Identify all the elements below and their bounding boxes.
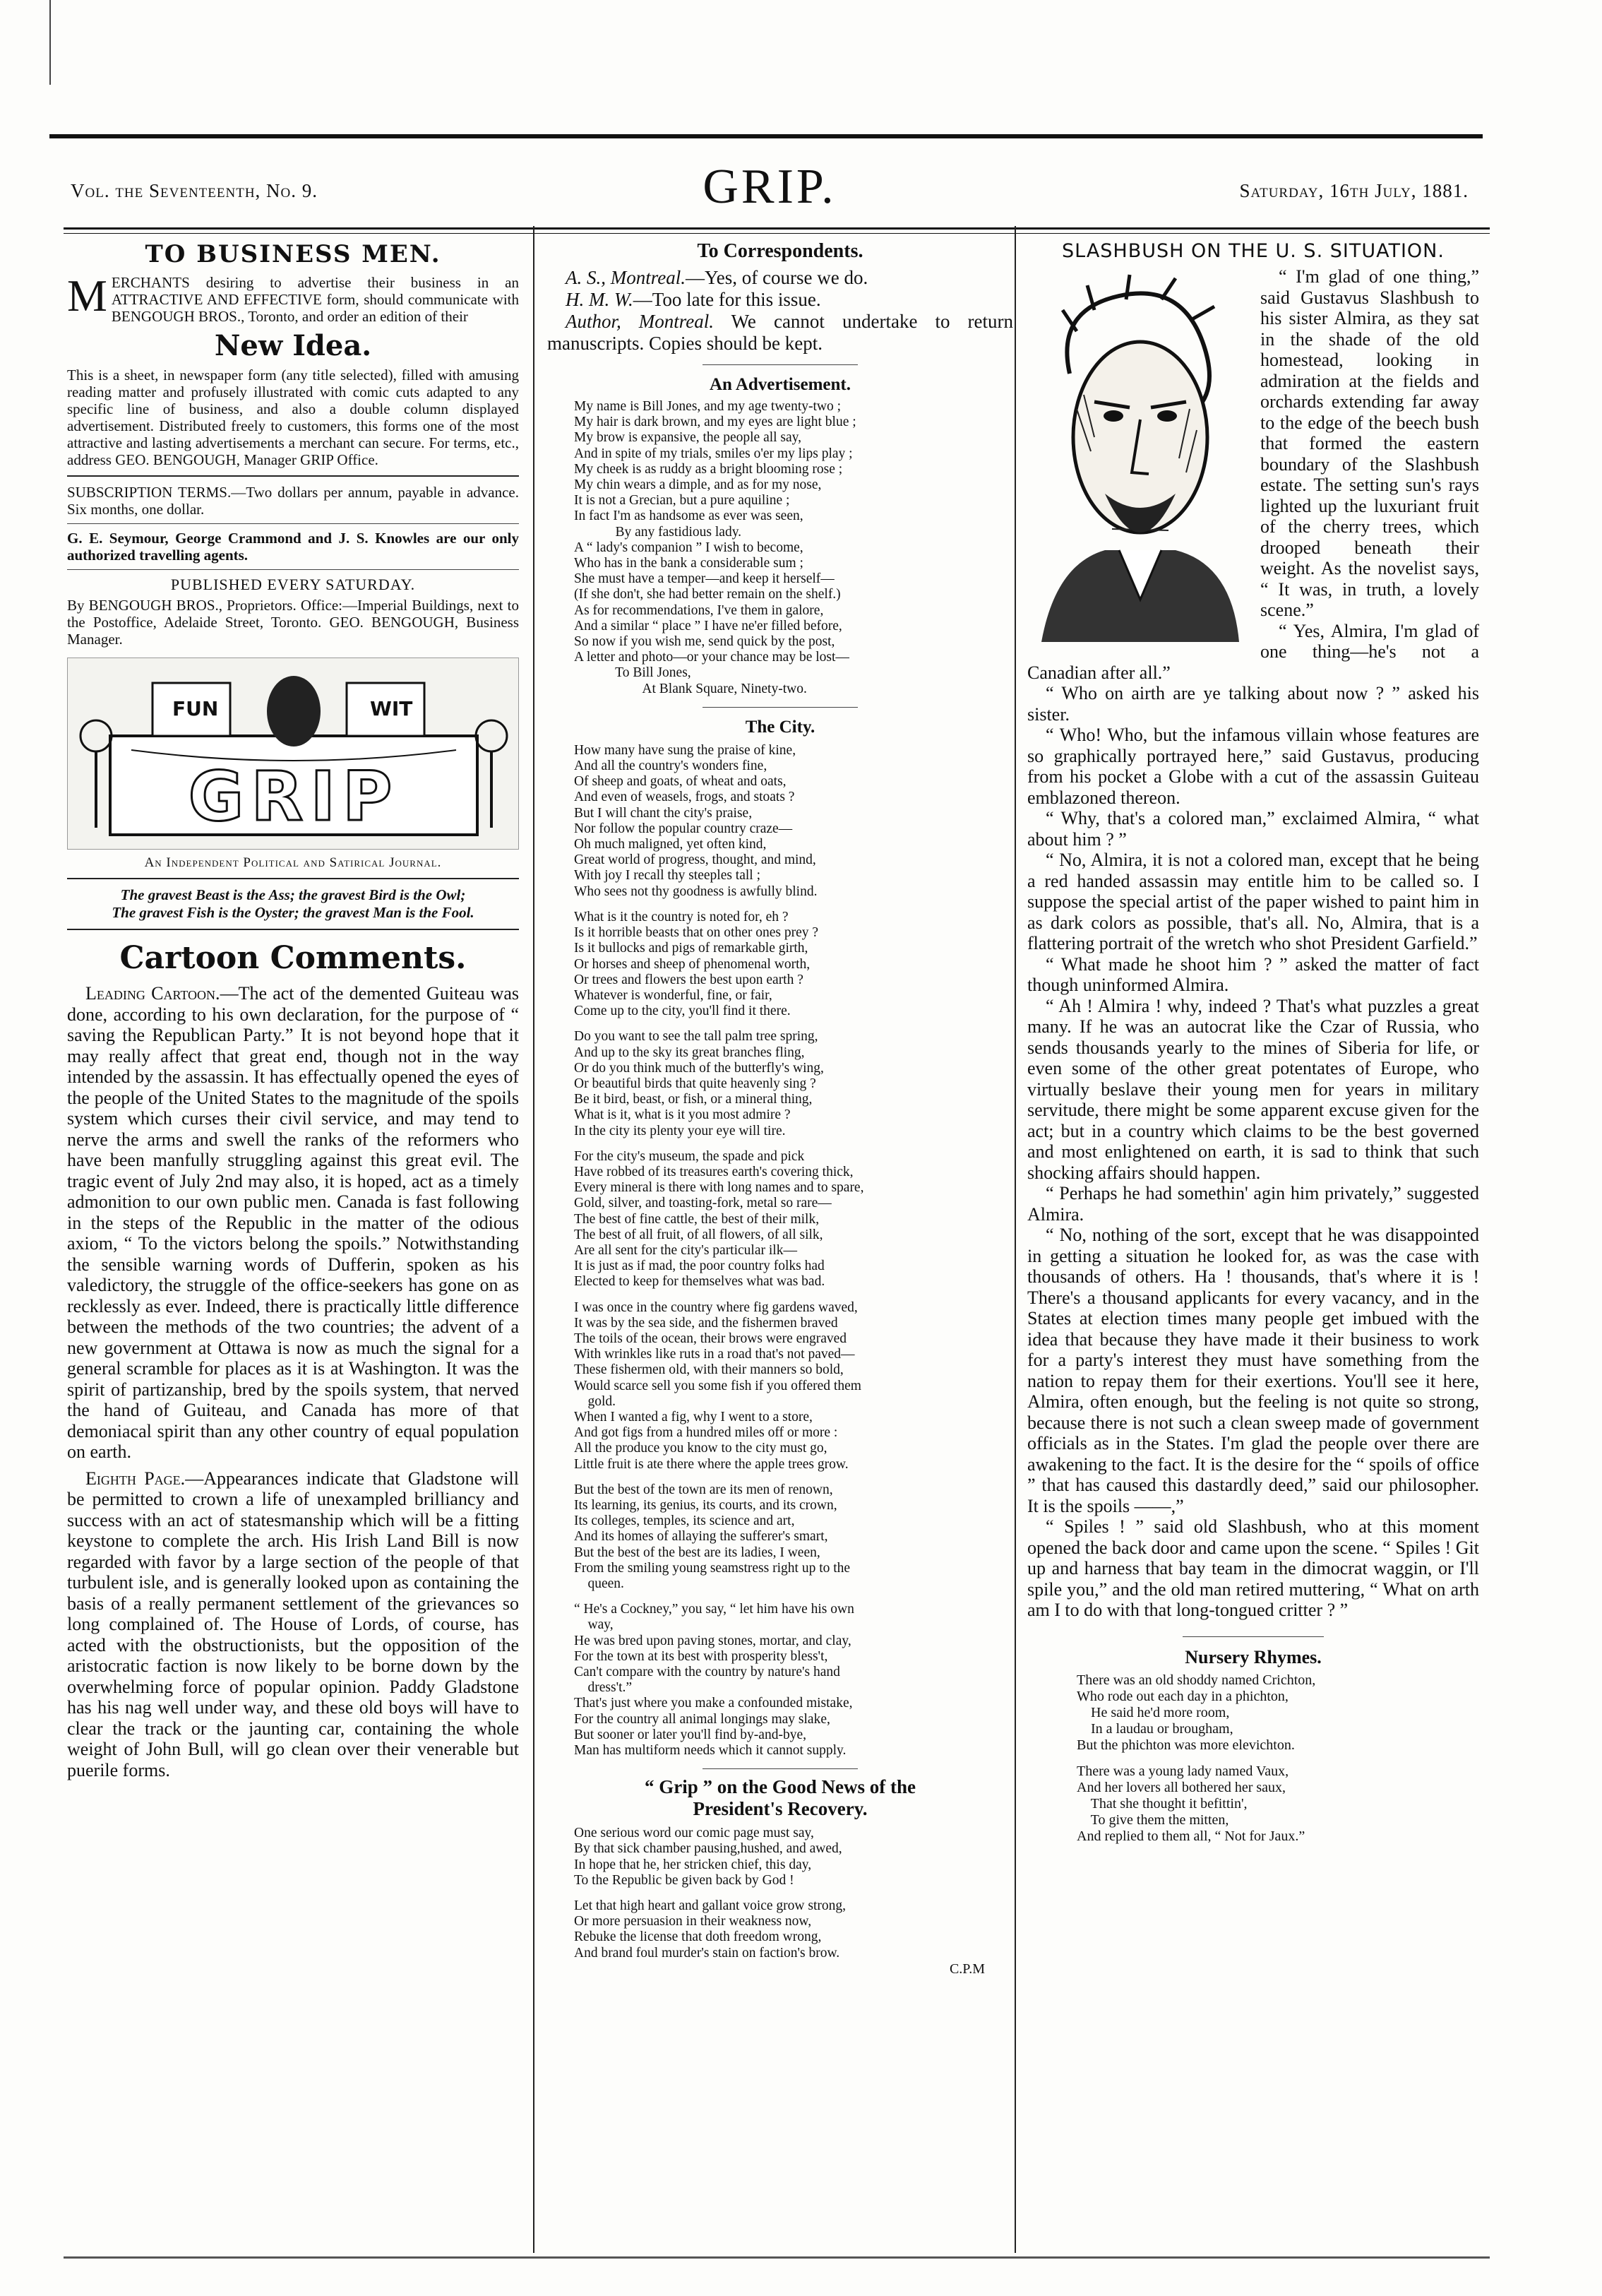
stanza bbox=[574, 1149, 1013, 1290]
poem-line: way, bbox=[574, 1617, 614, 1633]
margin-mark bbox=[49, 0, 51, 85]
correspondent-name: Author, Montreal. bbox=[566, 311, 715, 332]
poem-line: Or do you think much of the butterfly's wing, bbox=[574, 1060, 824, 1076]
poem-line: Come up to the city, you'll find it there. bbox=[574, 1004, 791, 1019]
poem-line: dress't.” bbox=[574, 1680, 633, 1696]
poem-line: As for recommendations, I've them in galore, bbox=[574, 602, 824, 618]
poem-line: In fact I'm as handsome as ever was seen, bbox=[574, 508, 803, 524]
poem-line: Can't compare with the country by nature's hand bbox=[574, 1665, 840, 1680]
bottom-rule bbox=[64, 2256, 1490, 2259]
business-ad bbox=[67, 270, 519, 325]
poem-line: Are all sent for the city's particular ilk— bbox=[574, 1242, 797, 1258]
poem-line: At Blank Square, Ninety-two. bbox=[574, 681, 807, 696]
poem-line: And even of weasels, frogs, and stoats ? bbox=[574, 790, 795, 805]
poem-line: Be it bird, beast, or fish, or a mineral thing, bbox=[574, 1092, 813, 1107]
poem-line: Who sees not thy goodness is awfully blind. bbox=[574, 884, 818, 899]
column-left bbox=[67, 240, 519, 1780]
nursery-rhymes bbox=[1027, 1672, 1479, 1845]
dialogue-paragraph: “ No, nothing of the sort, except that he was disappointed in getting a situation he looked for, as was the case with thousands of others. Ha ! thousands, that's where it is ! There's a thousand applicants for every vacancy, and in the States at election times many people get imbued with the idea that because they have made it their business to work for a party's interest they must have something from the nation to repay them for their exertions. You'll see it here, Almira, often enough, but the feeling is not quite so strong, because there is not such a clean sweep made of government officials as in the States. I'm glad the people over there are awakening to the fact. It is the desire for the “ spoils of office ” that has caused this dastardly deed,” said our philosopher. It is the spoils ——,” bbox=[1027, 1225, 1479, 1516]
poem-line: That she thought it befittin', bbox=[1077, 1795, 1248, 1812]
eighth-page-paragraph bbox=[67, 1468, 519, 1781]
poem-line: To Bill Jones, bbox=[574, 665, 691, 681]
dialogue-paragraph: “ What made he shoot him ? ” asked the matter of fact though uninformed Almira. bbox=[1027, 953, 1479, 995]
subscription-terms: SUBSCRIPTION TERMS.—Two dollars per annum, payable in advance. Six months, one dollar. bbox=[67, 484, 519, 518]
poem-line: Who rode out each day in a phichton, bbox=[1077, 1688, 1289, 1704]
correspondent-reply: —Yes, of course we do. bbox=[685, 267, 868, 288]
poem-line: The best of all fruit, of all flowers, of all silk, bbox=[574, 1227, 823, 1242]
top-border bbox=[49, 134, 1483, 138]
poem-line: From the smiling young seamstress right up to the bbox=[574, 1560, 851, 1576]
stanza bbox=[574, 1300, 1013, 1473]
poem-line: Or beautiful birds that quite heavenly sing ? bbox=[574, 1076, 816, 1091]
business-men-heading: TO BUSINESS MEN. bbox=[145, 240, 441, 268]
guiteau-portrait-art bbox=[1027, 268, 1253, 642]
poem-line: And replied to them all, “ Not for Jaux.” bbox=[1077, 1828, 1305, 1844]
poem-line: By any fastidious lady. bbox=[574, 524, 742, 540]
leading-cartoon-label: Leading Cartoon. bbox=[85, 983, 220, 1004]
stanza bbox=[574, 1826, 1013, 1888]
volume-number: Vol. the Seventeenth, No. 9. bbox=[71, 180, 318, 201]
dialogue-paragraph: “ No, Almira, it is not a colored man, except that he being a red handed assassin may entitle him to be called so. I suppose the special artist of the paper wished to paint him in as dark colors as possible, that's all. No, Almira, that is a flattering portrait of the wretch who shot President Garfield.” bbox=[1027, 850, 1479, 953]
poem-line: With joy I recall thy steeples tall ; bbox=[574, 868, 761, 884]
stanza bbox=[574, 1898, 1013, 1961]
poem-line: Gold, silver, and toasting-fork, metal so rare— bbox=[574, 1196, 832, 1211]
poem-line: My cheek is as ruddy as a bright blooming rose ; bbox=[574, 461, 843, 477]
poem-line: Have robbed of its treasures earth's covering thick, bbox=[574, 1164, 854, 1179]
poem-line: Elected to keep for themselves what was bad. bbox=[574, 1274, 825, 1290]
logo-grip: GRIP bbox=[188, 757, 400, 836]
poem-line: For the country all animal longings may slake, bbox=[574, 1711, 830, 1727]
new-idea-title: New Idea. bbox=[214, 329, 372, 362]
published-text: By BENGOUGH BROS., Proprietors. Office:—Imperial Buildings, next to the Postoffice, Adelaide Street, Toronto. GEO. BENGOUGH, Business Manager. bbox=[67, 597, 519, 648]
poem-line: Oh much maligned, yet often kind, bbox=[574, 837, 767, 852]
nursery-rhymes-heading: Nursery Rhymes. bbox=[1185, 1646, 1322, 1667]
city-poem bbox=[547, 743, 1013, 1759]
poem-line: (If she don't, she had better remain on the shelf.) bbox=[574, 587, 841, 602]
issue-date: Saturday, 16th July, 1881. bbox=[1239, 180, 1469, 201]
poem-line: The best of fine cattle, the best of their milk, bbox=[574, 1211, 820, 1227]
poem-line: And its homes of allaying the sufferer's smart, bbox=[574, 1529, 828, 1545]
stanza bbox=[574, 1482, 1013, 1592]
poem-line: gold. bbox=[574, 1393, 616, 1409]
guiteau-portrait-illustration bbox=[1027, 268, 1253, 642]
poem-line: But the best of the town are its men of renown, bbox=[574, 1482, 833, 1497]
published-heading: PUBLISHED EVERY SATURDAY. bbox=[170, 576, 416, 593]
poem-line: In the city its plenty your eye will tire. bbox=[574, 1123, 786, 1138]
poem-line: A letter and photo—or your chance may be lost— bbox=[574, 650, 849, 665]
poem-line: Great world of progress, thought, and mind, bbox=[574, 852, 816, 868]
poem-line: It is not a Grecian, but a pure aquiline ; bbox=[574, 493, 790, 508]
poem-line: To the Republic be given back by God ! bbox=[574, 1872, 794, 1888]
poem-line: Would scarce sell you some fish if you offered them bbox=[574, 1378, 861, 1393]
poem-line: By that sick chamber pausing,hushed, and awed, bbox=[574, 1841, 842, 1857]
stanza bbox=[1077, 1672, 1479, 1754]
column-right bbox=[1027, 240, 1479, 1855]
column-center bbox=[547, 240, 1013, 1977]
poem-line: queen. bbox=[574, 1576, 624, 1592]
poem-line: So now if you wish me, send quick by the post, bbox=[574, 634, 835, 650]
journal-caption: An Independent Political and Satirical Journal. bbox=[144, 855, 442, 870]
stanza bbox=[574, 910, 1013, 1019]
poem-line: But I will chant the city's praise, bbox=[574, 805, 753, 821]
poem-line: A “ lady's companion ” I wish to become, bbox=[574, 540, 803, 555]
eighth-page-text: —Appearances indicate that Gladstone will be permitted to crown a life of unexampled brilliancy and success with an act of statesmanship which will be a fitting keystone to complete the arch. His Irish Land Bill is now regarded with favor by a large section of the people of that turbulent isle, and is generally looked upon as containing the basis of a really permanent settlement of the grievances so long complained of. The House of Lords, of course, has acted with the obstructionists, but the opposition of the aristocratic faction is now likely to be borne down by the overwhelming force of popular opinion. Paddy Gladstone has his nag well under way, and these old boys will have to clear the track or the jaunting car, containing the whole weight of John Bull, will go clean over their venerable but puerile forms. bbox=[67, 1468, 520, 1780]
motto-line-2: The gravest Fish is the Oyster; the gravest Man is the Fool. bbox=[112, 904, 474, 921]
poem-line: For the city's museum, the spade and pick bbox=[574, 1148, 805, 1164]
column-divider bbox=[533, 226, 534, 2253]
masthead-rule-thin bbox=[64, 233, 1490, 234]
dialogue-paragraph: “ Perhaps he had somethin' agin him privately,” suggested Almira. bbox=[1027, 1183, 1479, 1225]
poem-line: There was a young lady named Vaux, bbox=[1077, 1763, 1289, 1779]
poem-line: It is just as if mad, the poor country folks had bbox=[574, 1259, 825, 1274]
dialogue-paragraph: “ Yes, Almira, I'm glad of one thing—he's not a Canadian after all.” bbox=[1027, 620, 1479, 683]
poem-line: Is it horrible beasts that on other ones prey ? bbox=[574, 925, 819, 941]
business-ad-text: ERCHANTS desiring to advertise their business in an ATTRACTIVE AND EFFECTIVE form, should communicate with BENGOUGH BROS., Toronto, and order an edition of their bbox=[111, 274, 519, 325]
poem-signature: C.P.M bbox=[949, 1961, 985, 1977]
correspondents-list bbox=[547, 267, 1013, 355]
poem-line: Whatever is wonderful, fine, or fair, bbox=[574, 987, 772, 1003]
masthead bbox=[71, 159, 1469, 230]
poem-line: Or more persuasion in their weakness now, bbox=[574, 1914, 812, 1929]
correspondents-heading: To Correspondents. bbox=[697, 240, 863, 262]
poem-line: And a similar “ place ” I have ne'er filled before, bbox=[574, 618, 842, 634]
advertisement-heading: An Advertisement. bbox=[710, 375, 851, 394]
poem-line: And her lovers all bothered her saux, bbox=[1077, 1779, 1286, 1795]
poem-line: My chin wears a dimple, and as for my nose, bbox=[574, 477, 822, 493]
cartoon-comments-heading: Cartoon Comments. bbox=[119, 940, 467, 976]
poem-line: And brand foul murder's stain on faction's brow. bbox=[574, 1945, 840, 1961]
grip-recovery-heading-2: President's Recovery. bbox=[693, 1798, 868, 1820]
slashbush-intro: “ I'm glad of one thing,” said Gustavus Slashbush to his sister Almira, as they sat in the shade of the old homestead, looking in admiration at the fields and orchards extending far away to the edge of the beech bush that formed the eastern boundary of the Slashbush estate. The setting sun's rays lighted up the luxuriant fruit of the cherry trees, which drooped beneath their weight. As the novelist says, “ It was, in truth, a lovely scene.” bbox=[1260, 266, 1479, 620]
poem-line: Do you want to see the tall palm tree spring, bbox=[574, 1029, 818, 1045]
correspondent-reply: We cannot undertake to return manuscripts. Copies should be kept. bbox=[547, 311, 1013, 354]
dialogue-paragraph: “ Why, that's a colored man,” exclaimed Almira, “ what about him ? ” bbox=[1027, 808, 1479, 850]
slashbush-heading: SLASHBUSH ON THE U. S. SITUATION. bbox=[1062, 240, 1445, 262]
new-idea-text: This is a sheet, in newspaper form (any title selected), filled with amusing reading matter and profusely illustrated with comic cuts adapted to any specific line of business, and also a double column displayed advertisement. Distributed freely to customers, this forms one of the most attractive and lasting advertisements a merchant can secure. For terms, etc., address GEO. BENGOUGH, Manager GRIP Office. bbox=[67, 367, 519, 468]
slashbush-dialogue bbox=[1027, 621, 1479, 1621]
poem-line: Its learning, its genius, its courts, and its crown, bbox=[574, 1498, 837, 1513]
dialogue-paragraph: “ Spiles ! ” said old Slashbush, who at this moment opened the back door and came upon the scene. “ Spiles ! Git up and harness that bay team in the dimocrat waggin, or I'll spile you,” and the old man retired muttering, “ What on arth am I to do with that long-tongued critter ? ” bbox=[1027, 1516, 1479, 1620]
poem-line: She must have a temper—and keep it herself— bbox=[574, 571, 835, 587]
poem-line: Or trees and flowers the best upon earth ? bbox=[574, 972, 803, 987]
poem-line: In hope that he, her stricken chief, this day, bbox=[574, 1857, 812, 1872]
motto-line-1: The gravest Beast is the Ass; the gravest Bird is the Owl; bbox=[120, 886, 466, 903]
poem-line: And all the country's wonders fine, bbox=[574, 759, 767, 774]
poem-line: What is it the country is noted for, eh ? bbox=[574, 909, 789, 924]
poem-line: And in spite of my trials, smiles o'er my lips play ; bbox=[574, 446, 853, 461]
poem-line: Every mineral is there with long names and to spare, bbox=[574, 1180, 864, 1196]
advertisement-poem bbox=[547, 399, 1013, 697]
poem-line: And got figs from a hundred miles off or more : bbox=[574, 1425, 838, 1441]
grip-recovery-poem bbox=[547, 1826, 1013, 1961]
stanza bbox=[574, 743, 1013, 900]
correspondent-reply: —Too late for this issue. bbox=[633, 289, 821, 310]
poem-line: Who has in the bank a considerable sum ; bbox=[574, 556, 803, 571]
dialogue-paragraph: “ Who! Who, but the infamous villain whose features are so graphically portrayed here,” said Gustavus, producing from his pocket a Globe with a cut of the assassin Guiteau emblazoned thereon. bbox=[1027, 725, 1479, 808]
poem-line: Its colleges, temples, its science and art, bbox=[574, 1513, 795, 1529]
poem-line: It was by the sea side, and the fishermen braved bbox=[574, 1315, 838, 1331]
dialogue-paragraph: “ Who on airth are ye talking about now ? ” asked his sister. bbox=[1027, 683, 1479, 725]
logo-fun: FUN bbox=[172, 697, 219, 720]
poem-line: What is it, what is it you most admire ? bbox=[574, 1107, 791, 1123]
logo-wit: WIT bbox=[370, 697, 413, 720]
poem-line: The toils of the ocean, their brows were engraved bbox=[574, 1331, 847, 1346]
poem-line: He said he'd more room, bbox=[1077, 1704, 1230, 1720]
poem-line: But the best of the best are its ladies, I ween, bbox=[574, 1545, 820, 1560]
poem-line: My name is Bill Jones, and my age twenty-two ; bbox=[574, 399, 842, 414]
poem-line: Little fruit is ate there where the apple trees grow. bbox=[574, 1456, 849, 1472]
poem-line: All the produce you know to the city must go, bbox=[574, 1441, 827, 1456]
newspaper-title: GRIP. bbox=[703, 160, 837, 214]
poem-line: And up to the sky its great branches fling, bbox=[574, 1045, 805, 1060]
poem-line: Let that high heart and gallant voice grow strong, bbox=[574, 1898, 847, 1914]
poem-line: For the town at its best with prosperity bless't, bbox=[574, 1648, 828, 1664]
masthead-rule bbox=[64, 227, 1490, 230]
stanza bbox=[574, 1029, 1013, 1138]
poem-line: How many have sung the praise of kine, bbox=[574, 742, 796, 758]
poem-line: My hair is dark brown, and my eyes are light blue ; bbox=[574, 415, 856, 430]
poem-line: But sooner or later you'll find by-and-bye, bbox=[574, 1727, 806, 1742]
correspondent-name: H. M. W. bbox=[566, 289, 633, 310]
stanza bbox=[574, 1602, 1013, 1759]
poem-line: When I wanted a fig, why I went to a store, bbox=[574, 1409, 813, 1424]
leading-cartoon-paragraph bbox=[67, 983, 519, 1463]
poem-line: To give them the mitten, bbox=[1077, 1812, 1229, 1828]
dialogue-paragraph: “ Ah ! Almira ! why, indeed ? That's what puzzles a great many. If he was an autocrat like the Czar of Russia, who sends thousands yearly to the mines of Siberia for life, or even some of the other great potentates of Europe, who virtually beslave their young men for years in military servitude, there might be some apparent excuse given for the act; but in a country which claims to be the best governed and most enlightened on earth, it is sad to think that such shocking affairs should happen. bbox=[1027, 995, 1479, 1183]
poem-line: These fishermen old, with their manners so bold, bbox=[574, 1362, 844, 1378]
poem-line: With wrinkles like ruts in a road that's not paved— bbox=[574, 1347, 855, 1362]
poem-line: Is it bullocks and pigs of remarkable girth, bbox=[574, 941, 808, 956]
poem-line: There was an old shoddy named Crichton, bbox=[1077, 1672, 1316, 1688]
travelling-agents: G. E. Seymour, George Crammond and J. S. Knowles are our only authorized travelling agents. bbox=[67, 530, 519, 564]
city-heading: The City. bbox=[745, 717, 815, 737]
poem-line: Of sheep and goats, of wheat and oats, bbox=[574, 774, 787, 790]
leading-cartoon-text: —The act of the demented Guiteau was done, according to his own declaration, for the purpose of “ saving the Republican Party.” It is not beyond hope that it may really affect that great end, though not in the way intended by the assassin. It has effectually opened the eyes of the people of the United States to the magnitude of the spoils system which curses their civil service, and may tend to nerve the arms and swell the ranks of the reformers who have been manfully struggling against this great evil. The tragic event of July 2nd may also, it is hoped, act as a timely admonition to our own public men. Canada is fast following in the steps of the Republic in the matter of the odious axiom, “ To the victors belong the spoils.” Notwithstanding the sensible warning words of Dufferin, spoken as his valedictory, the struggle of the office-seekers has gone on as recklessly as ever. Indeed, there is practically little difference between the methods of the two countries; the advent of a new government at Ottawa is now as much the signal for a general scramble for places as it is at Washington. It was the spirit of partizanship, bred by the spoils system, that nerved the hand of Guiteau, and Canada has more of that demoniacal spirit than any other country of equal population on earth. bbox=[67, 983, 520, 1462]
poem-line: I was once in the country where fig gardens waved, bbox=[574, 1299, 858, 1315]
poem-line: Nor follow the popular country craze— bbox=[574, 821, 793, 836]
grip-recovery-heading-1: “ Grip ” on the Good News of the bbox=[645, 1776, 916, 1798]
grip-logo-illustration bbox=[67, 658, 519, 850]
poem-line: He was bred upon paving stones, mortar, and clay, bbox=[574, 1633, 851, 1648]
drop-cap: M bbox=[67, 270, 107, 321]
poem-line: That's just where you make a confounded mistake, bbox=[574, 1696, 853, 1711]
column-divider bbox=[1015, 226, 1016, 2253]
poem-line: One serious word our comic page must say, bbox=[574, 1826, 814, 1841]
poem-line: In a laudau or brougham, bbox=[1077, 1720, 1233, 1737]
poem-line: My brow is expansive, the people all say, bbox=[574, 430, 802, 446]
poem-line: Man has multiform needs which it cannot supply. bbox=[574, 1743, 847, 1759]
poem-line: But the phichton was more elevichton. bbox=[1077, 1737, 1295, 1753]
eighth-page-label: Eighth Page. bbox=[85, 1468, 186, 1489]
stanza bbox=[1077, 1763, 1479, 1845]
poem-line: Or horses and sheep of phenomenal worth, bbox=[574, 956, 811, 972]
correspondent-name: A. S., Montreal. bbox=[566, 267, 686, 288]
poem-line: “ He's a Cockney,” you say, “ let him have his own bbox=[574, 1602, 854, 1617]
poem-line: Rebuke the license that doth freedom wrong, bbox=[574, 1929, 822, 1945]
